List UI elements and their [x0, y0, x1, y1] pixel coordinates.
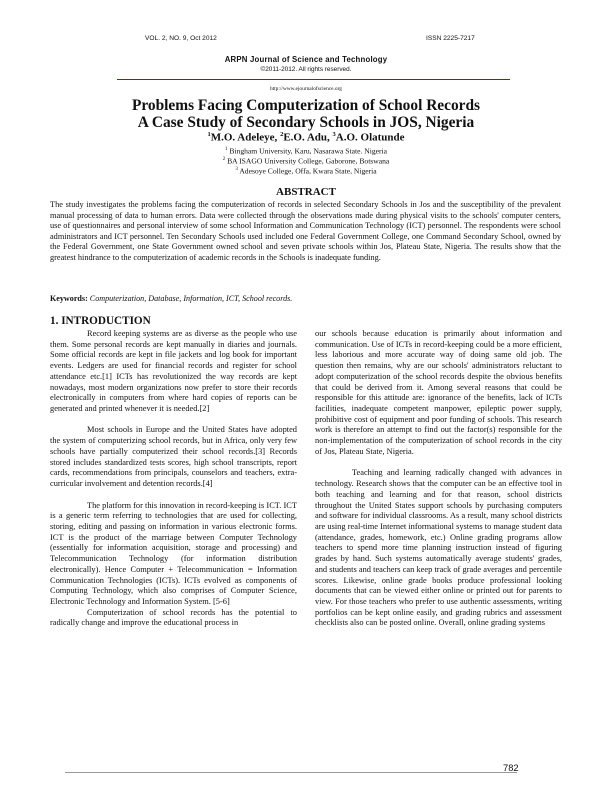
copyright: ©2011-2012. All rights reserved.: [260, 66, 352, 73]
left-column: [50, 329, 297, 629]
keywords: [50, 294, 561, 303]
keywords-label: Keywords:: [50, 294, 88, 303]
paragraph: Most schools in Europe and the United States have adopted the system of computerizing school records, but in Africa, only very few schools have partially computerized their school records.[3] Records stored includes standardized tests scores, high school transcripts, report cards, recommendations from principals, counselors and teachers, extra-curricular involvement and detention records.[4]: [50, 425, 297, 489]
paragraph: Record keeping systems are as diverse as the people who use them. Some personal records are kept manually in diaries and journals. Some official records are kept in file jackets and log book for important events. Ledgers are used for financial records and register for school attendance etc.[1] ICTs has revolutionized the way records are kept nowadays, most modern organizations now prefer to store their records electronically in computers from where hard copies of reports can be generated and printed whenever it is needed.[2]: [50, 329, 297, 414]
affiliation-2: $^2$ BA ISAGO University College, Gaborone, Botswana: [222, 156, 390, 166]
volume-info: VOL. 2, NO. 9, Oct 2012: [145, 35, 217, 42]
paragraph: Computerization of school records has the potential to radically change and improve the educational process in: [50, 607, 297, 628]
affiliation-1: $^1$ Bingham University, Karu, Nasarawa State. Nigeria: [224, 146, 388, 156]
paragraph: our schools because education is primarily about information and communication. Use of ICTs in record-keeping could be a more efficient, less laborious and more accurate way of doing same old job. The question then remains, why are our schools' administrators reluctant to adopt computerization of the school records despite the obvious benefits that could be derived from it. Among several reasons that could be responsible for this attitude are: ignorance of the benefits, lack of ICTs facilities, inadequate competent manpower, epileptic power supply, prohibitive cost of equipment and poor funding of schools. This research work is therefore an attempt to find out the factor(s) responsible for the non-implementation of the computerization of school records in the city of Jos, Plateau State, Nigeria.: [315, 329, 562, 456]
abstract-heading: ABSTRACT: [276, 186, 336, 198]
author-name: A.O. Olatunde: [335, 131, 405, 144]
abstract-text: The study investigates the problems facing the computerization of records in selected Secondary Schools in Jos and the susceptibility of the prevalent manual processing of data to human errors. Data were collected through the observations made during physical visits to the schools' computer centers, use of questionnaires and personal interview of some school Information and Communication Technology (ICT) personnel. The respondents were school administrators and ICT personnel. Ten Secondary Schools used included one Federal Government College, one Command Secondary School, owned by the Federal Government, one State Government owned school and seven private schools within Jos, Plateau State, Nigeria. The results show that the greatest hindrance to the computerization of academic records in the Schools is inadequate funding.: [50, 200, 561, 262]
paper-title-line-1: Problems Facing Computerization of School Records: [131, 97, 481, 114]
paragraph: Teaching and learning radically changed with advances in technology. Research shows that the computer can be an effective tool in both teaching and learning and for that reason, school districts throughout the United States support schools by purchasing computers and software for individual classrooms. As a result, many school districts are using real-time Internet informational systems to manage student data (attendance, grades, homework, etc.) Online grading programs allow teachers to spend more time planning instruction instead of figuring grades by hand. Such systems automatically average students' grades, and students and teachers can keep track of grade averages and percentile scores. Likewise, online grade books produce professional looking documents that can be viewed either online or printed out for parents to view. For those teachers who prefer to use authentic assessments, writing portfolios can be kept online easily, and grading rubrics and assessment checklists also can be posted online. Overall, online grading systems: [315, 468, 562, 628]
paper-title-line-2: A Case Study of Secondary Schools in JOS, Nigeria: [137, 114, 475, 131]
header-rule: [117, 79, 510, 80]
right-column: [315, 329, 562, 629]
issn: ISSN 2225-7217: [426, 35, 475, 42]
footer-rule: [65, 772, 517, 773]
author-name: M.O. Adeleye,: [210, 131, 278, 144]
section-heading-introduction: 1. INTRODUCTION: [50, 315, 151, 327]
author-name: E.O. Adu,: [283, 131, 330, 144]
keywords-list: Computerization, Database, Information, ICT, School records.: [89, 294, 293, 303]
paragraph: The platform for this innovation in record-keeping is ICT. ICT is a generic term referring to technologies that are used for collecting, storing, editing and passing on information in various electronic forms. ICT is the product of the marriage between Computer Technology (essentially for information acquisition, storage and processing) and Telecommunication Technology (for information distribution electronically). Hence Computer + Telecommunication = Information Communication Technologies (ICTs). ICTs evolved as components of Computing Technology, which also comprises of Computer Science, Electronic Technology and Information System. [5-6]: [50, 500, 297, 606]
page-number: 782: [503, 762, 519, 773]
journal-url[interactable]: http://www.ejournalofscience.org: [269, 86, 342, 92]
affiliation-3: $^3$ Adesoye College, Offa, Kwara State, Nigeria: [235, 166, 377, 176]
author-list: $^1$M.O. Adeleye, $^2$E.O. Adu, $^3$A.O. Olatunde: [207, 131, 405, 144]
journal-name: ARPN Journal of Science and Technology: [224, 55, 388, 64]
